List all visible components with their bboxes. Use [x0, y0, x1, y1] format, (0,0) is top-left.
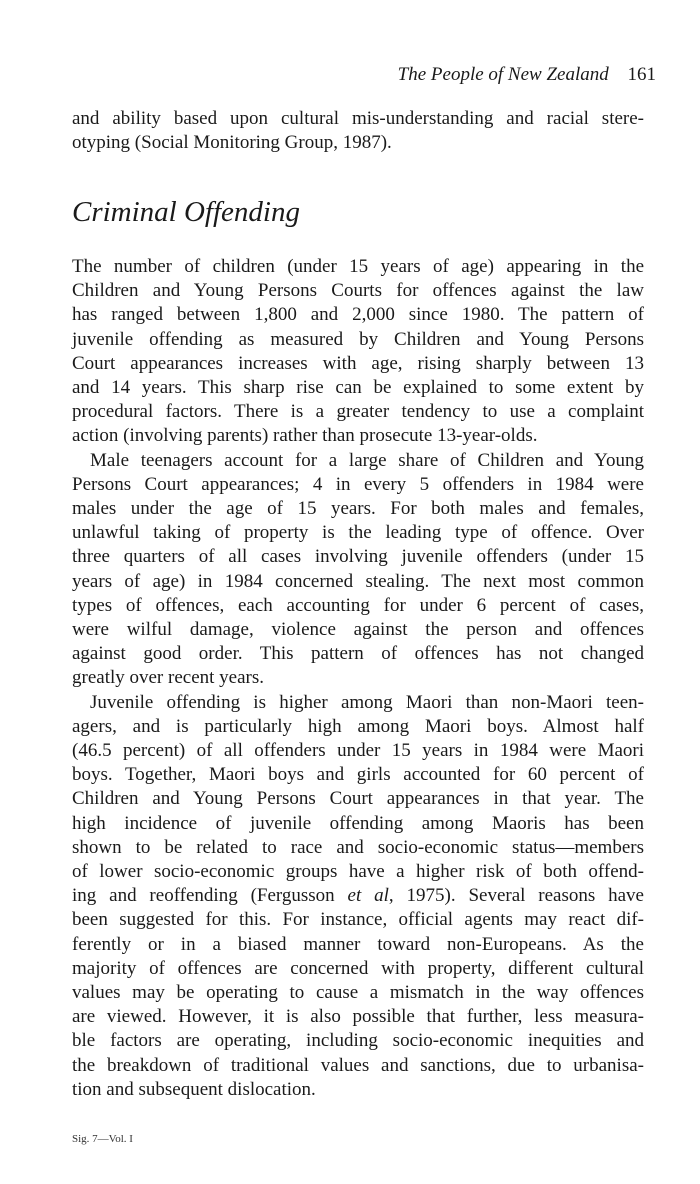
- text-line: males under the age of 15 years. For both males and females,: [72, 498, 644, 519]
- signature-mark: Sig. 7—Vol. I: [72, 1133, 133, 1145]
- text-line: Children and Young Persons Courts for offences against the law: [72, 280, 644, 302]
- text-line: of lower socio-economic groups have a higher risk of both offend-: [72, 861, 644, 882]
- book-title: The People of New Zealand: [397, 64, 609, 85]
- text-line: shown to be related to race and socio-economic status—members: [72, 836, 644, 858]
- text-line: years of age) in 1984 concerned stealing. The next most common: [72, 570, 644, 592]
- text-line: majority of offences are concerned with property, different cultural: [72, 957, 644, 979]
- text-line: Children and Young Persons Court appearances in that year. The: [72, 788, 644, 810]
- text-line: agers, and is particularly high among Maori boys. Almost half: [72, 715, 644, 737]
- text-line: Male teenagers account for a large share of Children and Young: [90, 449, 644, 471]
- text-line: boys. Together, Maori boys and girls accounted for 60 percent of: [72, 764, 644, 786]
- text-line: values may be operating to cause a mismatch in the way offences: [72, 982, 644, 1003]
- text-line: are viewed. However, it is also possible that further, less measura-: [72, 1006, 644, 1028]
- text-line: tion and subsequent dislocation.: [72, 1078, 316, 1100]
- text-line: The number of children (under 15 years of age) appearing in the: [72, 256, 644, 277]
- text-line: ble factors are operating, including socio-economic inequities and: [72, 1030, 644, 1052]
- text-line: types of offences, each accounting for under 6 percent of cases,: [72, 594, 644, 616]
- text-line: Juvenile offending is higher among Maori than non-Maori teen-: [90, 691, 644, 713]
- text-line: action (involving parents) rather than prosecute 13-year-olds.: [72, 425, 538, 447]
- text-line: otyping (Social Monitoring Group, 1987).: [72, 132, 392, 154]
- text-line: unlawful taking of property is the leading type of offence. Over: [72, 522, 644, 544]
- text-line: Court appearances increases with age, rising sharply between 13: [72, 352, 644, 374]
- text-line: high incidence of juvenile offending among Maoris has been: [72, 812, 644, 834]
- page-number: 161: [627, 64, 656, 85]
- text-line: and ability based upon cultural mis-understanding and racial stere-: [72, 108, 644, 129]
- text-line: were wilful damage, violence against the person and offences: [72, 619, 644, 640]
- section-heading: Criminal Offending: [72, 196, 300, 228]
- text-line: the breakdown of traditional values and sanctions, due to urbanisa-: [72, 1054, 644, 1076]
- text-line: greatly over recent years.: [72, 667, 265, 689]
- running-head: [398, 64, 656, 86]
- text-line: been suggested for this. For instance, official agents may react dif-: [72, 909, 644, 931]
- text-line: ferently or in a biased manner toward non-Europeans. As the: [72, 933, 644, 955]
- text-line: against good order. This pattern of offences has not changed: [72, 643, 644, 665]
- text-line: has ranged between 1,800 and 2,000 since 1980. The pattern of: [72, 304, 644, 326]
- text-line: juvenile offending as measured by Children and Young Persons: [72, 328, 644, 350]
- text-line: (46.5 percent) of all offenders under 15 years in 1984 were Maori: [72, 740, 644, 761]
- text-line: three quarters of all cases involving juvenile offenders (under 15: [72, 546, 644, 568]
- text-line: procedural factors. There is a greater tendency to use a complaint: [72, 401, 644, 423]
- text-line: Persons Court appearances; 4 in every 5 offenders in 1984 were: [72, 473, 644, 495]
- text-line: and 14 years. This sharp rise can be explained to some extent by: [72, 377, 644, 398]
- text-line: ing and reoffending (Fergusson et al, 1975). Several reasons have: [72, 885, 644, 907]
